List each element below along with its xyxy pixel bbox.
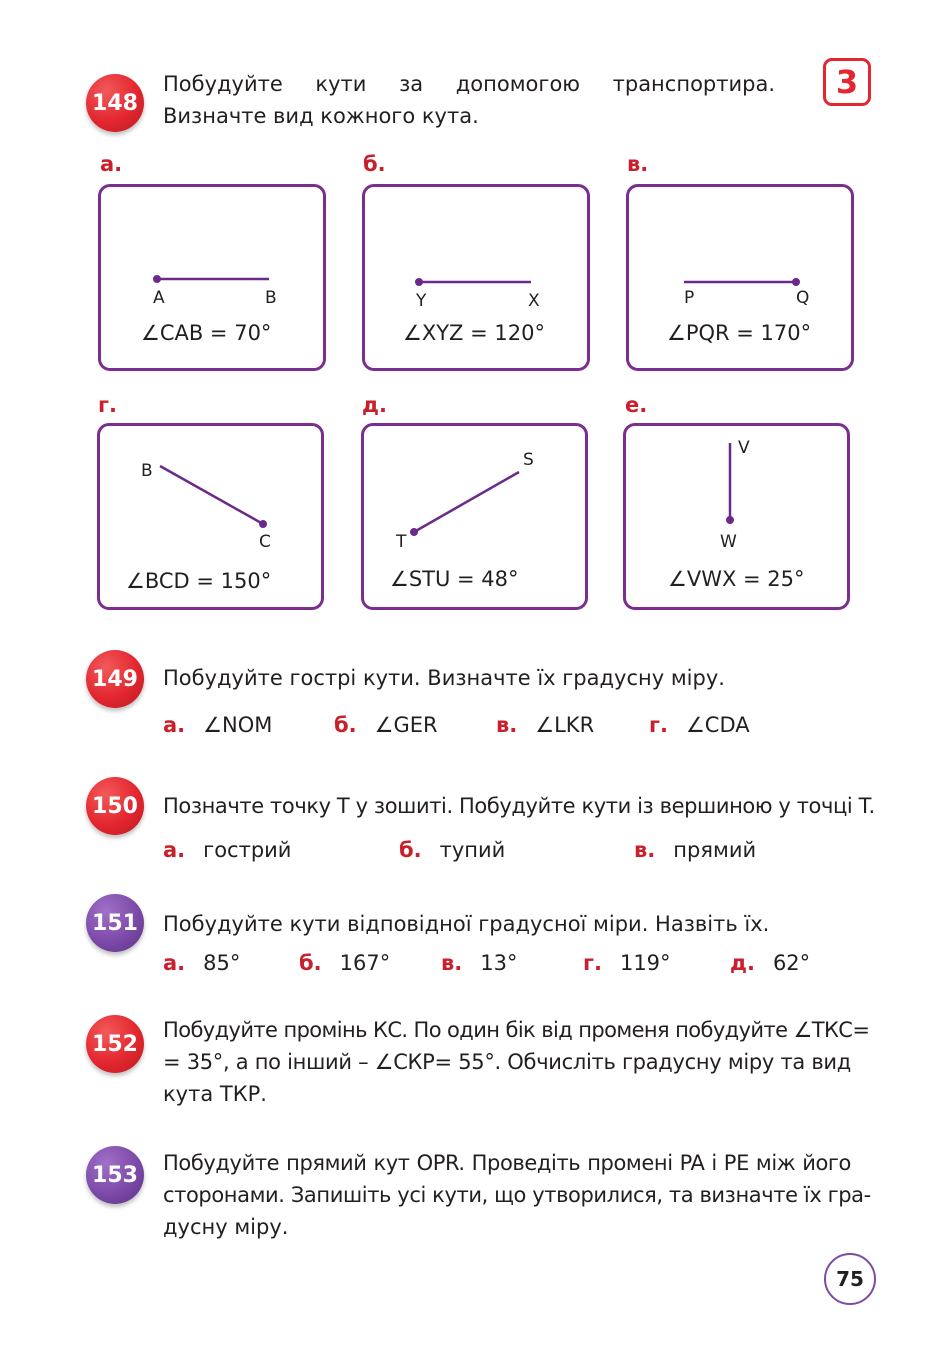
option-letter: а. [163, 713, 186, 737]
angle-measure: ∠XYZ = 120° [403, 321, 545, 345]
option-item [649, 713, 750, 737]
task-text-line: кута ТКР. [163, 1082, 267, 1106]
angle-panel [623, 423, 850, 610]
point-label: X [528, 291, 540, 311]
option-item [441, 951, 518, 975]
angle-measure: ∠VWX = 25° [668, 567, 805, 591]
option-letter: а. [163, 951, 186, 975]
panel-letter: в. [627, 152, 649, 176]
angle-panel [626, 184, 854, 371]
option-letter: г. [649, 713, 668, 737]
task-number: 149 [92, 666, 138, 692]
option-item [634, 838, 756, 862]
option-item [399, 838, 505, 862]
page-number-circle [824, 1253, 876, 1305]
task-text-line: Побудуйте промінь КС. По один бік від променя побудуйте ∠ТКС= [163, 1018, 870, 1042]
angle-panel [361, 423, 588, 610]
task-text [163, 1179, 871, 1211]
task-text-line: Визначте вид кожного кута. [163, 104, 479, 128]
task-number: 148 [92, 90, 138, 116]
angle-measure: ∠STU = 48° [390, 567, 519, 591]
option-item [163, 713, 272, 737]
task-text [163, 1046, 851, 1078]
option-value: 167° [339, 951, 391, 975]
task-text-line: Побудуйте прямий кут OPR. Проведіть промені PA і PE між його [163, 1151, 851, 1175]
point-label: A [153, 288, 165, 308]
option-letter: а. [163, 838, 186, 862]
option-letter: в. [634, 838, 656, 862]
point-label: C [259, 532, 271, 552]
option-value: ∠CDA [685, 713, 750, 737]
panel-letter: д. [362, 393, 387, 417]
option-value: 119° [619, 951, 671, 975]
point-label: Y [416, 291, 427, 311]
angle-panel [98, 184, 326, 371]
page-number: 75 [836, 1267, 864, 1291]
option-value: гострий [203, 838, 292, 862]
option-item [163, 838, 291, 862]
task-text-line: Побудуйте кути за допомогою транспортира. [163, 72, 775, 96]
task-text-line: Позначте точку T у зошиті. Побудуйте кути із вершиною у точці T. [163, 794, 875, 818]
option-value: 85° [203, 951, 241, 975]
option-letter: в. [441, 951, 463, 975]
option-letter: д. [730, 951, 755, 975]
task-number: 151 [92, 910, 138, 936]
task-text-line: = 35°, а по інший – ∠СКР= 55°. Обчисліть градусну міру та вид [163, 1050, 851, 1074]
option-value: тупий [439, 838, 506, 862]
chapter-number: 3 [835, 63, 859, 101]
point-label: V [738, 438, 750, 458]
task-number-badge [86, 650, 144, 708]
option-value: 13° [480, 951, 518, 975]
option-letter: б. [334, 713, 357, 737]
ray-drawing [365, 187, 593, 374]
angle-panel [97, 423, 324, 610]
option-item [496, 713, 594, 737]
option-letter: г. [583, 951, 602, 975]
task-number: 152 [92, 1031, 138, 1057]
option-item [299, 951, 390, 975]
task-number-badge [86, 74, 144, 132]
chapter-badge [823, 58, 871, 106]
task-text [163, 100, 775, 132]
option-value: 62° [772, 951, 811, 975]
ray-drawing [629, 187, 857, 374]
option-letter: б. [299, 951, 322, 975]
task-number-badge [86, 1015, 144, 1073]
task-text [163, 1014, 870, 1046]
task-text-line: Побудуйте кути відповідної градусної міри. Назвіть їх. [163, 912, 770, 936]
angle-measure: ∠CAB = 70° [141, 321, 272, 345]
point-label: W [720, 532, 737, 552]
point-label: Q [796, 288, 810, 308]
panel-letter: г. [98, 393, 117, 417]
task-number: 150 [92, 793, 138, 819]
task-text [163, 790, 875, 822]
task-text [163, 908, 853, 940]
option-value: ∠LKR [535, 713, 595, 737]
angle-panel [362, 184, 590, 371]
point-label: S [523, 450, 534, 470]
point-label: P [684, 288, 695, 308]
task-text [163, 662, 853, 694]
option-letter: б. [399, 838, 422, 862]
ray-drawing [101, 187, 329, 374]
option-item [163, 951, 240, 975]
option-item [730, 951, 810, 975]
task-text [163, 1211, 851, 1243]
panel-letter: а. [100, 152, 123, 176]
task-number-badge [86, 894, 144, 952]
task-text-line: дусну міру. [163, 1215, 289, 1239]
task-number-badge [86, 777, 144, 835]
panel-letter: е. [625, 393, 648, 417]
task-text [163, 1147, 851, 1179]
option-item [334, 713, 438, 737]
point-label: T [396, 532, 407, 552]
task-text-line: сторонами. Запишіть усі кути, що утворилися, та визначте їх гра- [163, 1183, 871, 1207]
option-value: ∠GER [374, 713, 438, 737]
task-number-badge [86, 1146, 144, 1204]
angle-measure: ∠PQR = 170° [667, 321, 812, 345]
task-text [163, 1078, 851, 1110]
panel-letter: б. [363, 152, 386, 176]
point-label: B [141, 461, 153, 481]
option-item [583, 951, 671, 975]
point-label: B [265, 288, 277, 308]
task-text [163, 68, 775, 100]
option-value: прямий [673, 838, 757, 862]
option-value: ∠NOM [203, 713, 273, 737]
task-text-line: Побудуйте гострі кути. Визначте їх градусну міру. [163, 666, 725, 690]
angle-measure: ∠BCD = 150° [126, 569, 272, 593]
task-number: 153 [92, 1162, 138, 1188]
option-letter: в. [496, 713, 518, 737]
